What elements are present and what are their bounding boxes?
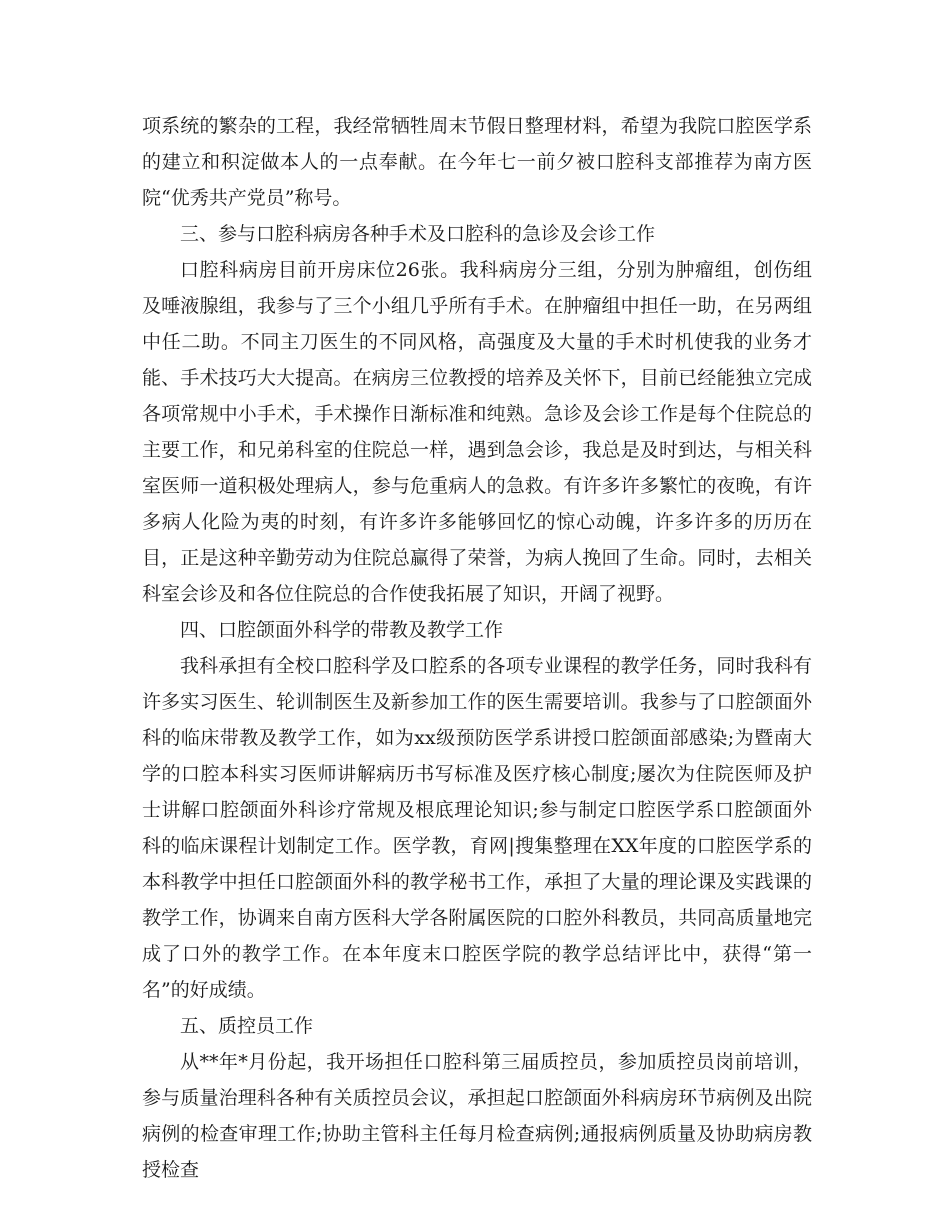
- paragraph-surgery: 口腔科病房目前开房床位26张。我科病房分三组，分别为肿瘤组，创伤组及唾液腺组，我参与了三个小组几乎所有手术。在肿瘤组中担任一助，在另两组中任二助。不同主刀医生的不同风格，高强度及大量的手术时机使我的业务才能、手术技巧大大提高。在病房三位教授的培养及关怀下，目前已经能独立完成各项常规中小手术，手术操作日渐标准和纯熟。急诊及会诊工作是每个住院总的主要工作，和兄弟科室的住院总一样，遇到急会诊，我总是及时到达，与相关科室医师一道积极处理病人，参与危重病人的急救。有许多许多繁忙的夜晚，有许多病人化险为夷的时刻，有许多许多能够回忆的惊心动魄，许多许多的历历在目，正是这种辛勤劳动为住院总赢得了荣誉，为病人挽回了生命。同时，去相关科室会诊及和各位住院总的合作使我拓展了知识，开阔了视野。: [142, 259, 812, 605]
- section-heading-3: 三、参与口腔科病房各种手术及口腔科的急诊及会诊工作: [180, 223, 656, 245]
- section-heading-4: 四、口腔颌面外科学的带教及教学工作: [180, 619, 504, 641]
- paragraph-continuation: 项系统的繁杂的工程，我经常牺牲周末节假日整理材料，希望为我院口腔医学系的建立和积淀做本人的一点奉献。在今年七一前夕被口腔科支部推荐为南方医院“优秀共产党员”称号。: [142, 115, 812, 209]
- paragraph-quality-control: 从**年*月份起，我开场担任口腔科第三届质控员，参加质控员岗前培训，参与质量治理科各种有关质控员会议，承担起口腔颌面外科病房环节病例及出院病例的检查审理工作;协助主管科主任每月检查病例;通报病例质量及协助病房教授检查: [142, 1051, 812, 1181]
- section-heading-5: 五、质控员工作: [180, 1015, 314, 1037]
- paragraph-teaching: 我科承担有全校口腔科学及口腔系的各项专业课程的教学任务，同时我科有许多实习医生、轮训制医生及新参加工作的医生需要培训。我参与了口腔颌面外科的临床带教及教学工作，如为xx级预防医学系讲授口腔颌面部感染;为暨南大学的口腔本科实习医师讲解病历书写标准及医疗核心制度;屡次为住院医师及护士讲解口腔颌面外科诊疗常规及根底理论知识;参与制定口腔医学系口腔颌面外科的临床课程计划制定工作。医学教，育网|搜集整理在XX年度的口腔医学系的本科教学中担任口腔颌面外科的教学秘书工作，承担了大量的理论课及实践课的教学工作，协调来自南方医科大学各附属医院的口腔外科教员，共同高质量地完成了口外的教学工作。在本年度末口腔医学院的教学总结评比中，获得“第一名”的好成绩。: [142, 655, 812, 1001]
- document-page: [142, 108, 812, 1188]
